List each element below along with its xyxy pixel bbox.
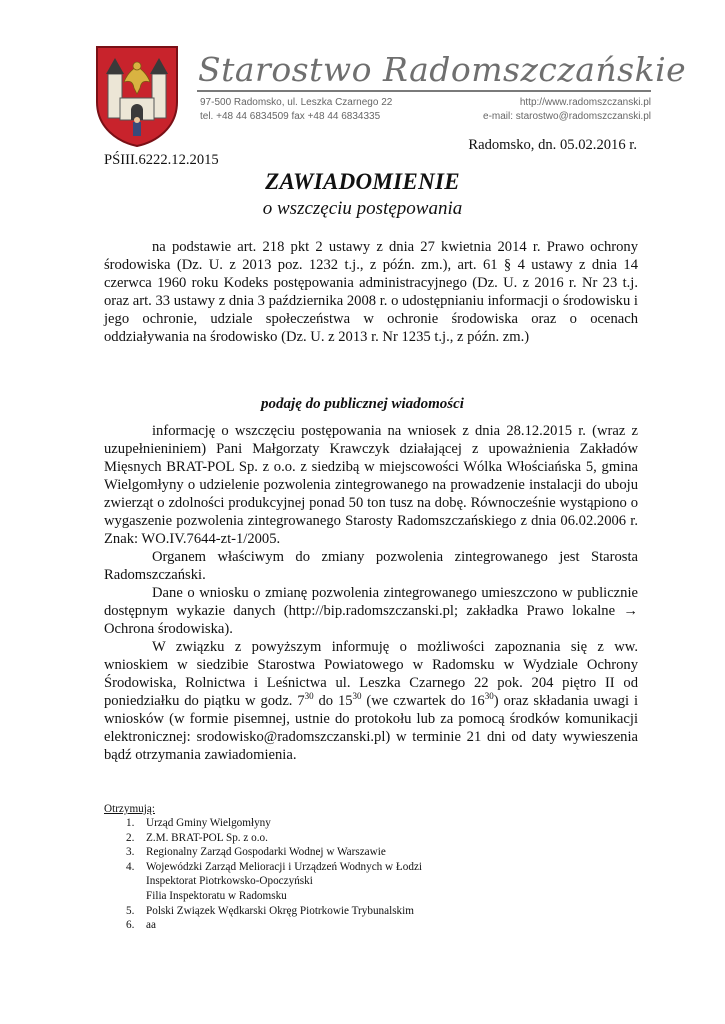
paragraph-public-register: Dane o wniosku o zmianę pozwolenia zintegrowanego umieszczono w publicznie dostępnym wykazie danych (http://bip.radomszczanski.pl; zakładka Prawo lokalne → Ochrona środowiska). xyxy=(104,585,638,637)
list-item-text: Inspektorat Piotrkowsko-Opoczyński xyxy=(146,875,313,888)
notice-body xyxy=(104,422,638,764)
list-item xyxy=(104,831,524,846)
declaration-heading: podaję do publicznej wiadomości xyxy=(261,396,464,412)
coat-of-arms-icon xyxy=(94,44,180,148)
time-sup-2: 30 xyxy=(352,691,362,702)
list-item xyxy=(104,904,524,919)
list-item xyxy=(104,889,524,904)
time-sup-3: 30 xyxy=(484,691,494,702)
recipients-list xyxy=(104,816,524,933)
recipients-label: Otrzymują: xyxy=(104,803,155,815)
consultation-text-c: (we czwartek do 16 xyxy=(361,693,485,709)
list-item xyxy=(104,845,524,860)
list-item xyxy=(104,918,524,933)
list-item-text: Polski Związek Wędkarski Okręg Piotrkowie Trybunalskim xyxy=(146,904,414,917)
consultation-text-b: do 15 xyxy=(313,693,353,709)
letterhead-divider xyxy=(197,90,651,92)
list-item-text: Wojewódzki Zarząd Melioracji i Urządzeń Wodnych w Łodzi xyxy=(146,860,423,873)
list-item-number xyxy=(104,889,146,904)
letterhead-address: 97-500 Radomsko, ul. Leszka Czarnego 22 xyxy=(200,97,393,108)
list-item-text: Regionalny Zarząd Gospodarki Wodnej w Warszawie xyxy=(146,846,386,859)
paragraph-consultation xyxy=(104,638,638,764)
consultation-text-a: W związku z powyższym informuję o możliwości zapoznania się z ww. wnioskiem w siedzibie Starostwa Powiatowego w Radomsku w Wydziale Ochrony Środowiska, Rolnictwa i Leśnictwa ul. Leszka Czarnego 22 pok. 204 piętro II od poniedziałku do piątku w godz. 7 xyxy=(104,639,638,709)
list-item xyxy=(104,816,524,831)
list-item-number: 1. xyxy=(126,817,135,829)
reference-number: PŚIII.6222.12.2015 xyxy=(104,152,219,168)
list-item-text: aa xyxy=(146,919,156,932)
list-item-number: 3. xyxy=(126,846,135,859)
list-item-number xyxy=(104,874,146,889)
document-date: Radomsko, dn. 05.02.2016 r. xyxy=(468,137,637,153)
list-item xyxy=(104,860,524,875)
letterhead-website: http://www.radomszczanski.pl xyxy=(519,97,651,108)
list-item xyxy=(104,874,524,889)
brand-name: Starostwo Radomszczańskie xyxy=(198,50,687,89)
time-sup-1: 30 xyxy=(304,691,314,702)
legal-basis-section xyxy=(104,238,638,346)
legal-basis-text: na podstawie art. 218 pkt 2 ustawy z dnia 27 kwietnia 2014 r. Prawo ochrony środowiska (Dz. U. z 2013 poz. 1232 t.j., z późn. zm.), art. 61 § 4 ustawy z dnia 14 czerwca 1960 roku Kodeks postępowania administracyjnego (Dz. U. z 2016 r. Nr 23 t.j. oraz art. 33 ustawy z dnia 3 października 2008 r. o udostępnianiu informacji o środowisku i jego ochronie, udziale społeczeństwa w ochronie środowiska oraz o ocenach oddziaływania na środowisko (Dz. U. z 2013 r. Nr 1235 t.j., z późn. zm.) xyxy=(104,239,638,345)
paragraph-application: informację o wszczęciu postępowania na wniosek z dnia 28.12.2015 r. (wraz z uzupełnieniniem) Pani Małgorzaty Krawczyk działającej z upoważnienia Zakładów Mięsnych BRAT-POL Sp. z o.o. z siedzibą w miejscowości Wólka Włościańska 5, gmina Wielgomłyny o udzielenie pozwolenia zintegrowanego na prowadzenie instalacji do uboju zwierząt o zdolności produkcyjnej ponad 50 ton tusz na dobę. Równocześnie wystąpiono o wygaszenie pozwolenia zintegrowanego Starosty Radomszczańskiego z dnia 06.02.2006 r. Znak: WO.IV.7644-zt-1/2005. xyxy=(104,423,638,547)
document-title: ZAWIADOMIENIE xyxy=(265,169,460,194)
list-item-text: Filia Inspektoratu w Radomsku xyxy=(146,889,287,902)
list-item-text: Urząd Gminy Wielgomłyny xyxy=(146,817,271,829)
letterhead-phone: tel. +48 44 6834509 fax +48 44 6834335 xyxy=(200,111,381,122)
list-item-number: 5. xyxy=(126,904,135,917)
list-item-number: 2. xyxy=(126,831,135,844)
list-item-number: 4. xyxy=(126,860,135,873)
list-item-text: Z.M. BRAT-POL Sp. z o.o. xyxy=(146,831,268,844)
list-item-number: 6. xyxy=(126,919,135,932)
paragraph-authority: Organem właściwym do zmiany pozwolenia zintegrowanego jest Starosta Radomszczański. xyxy=(104,549,638,583)
consultation-text-d: ) oraz składania uwagi i wniosków (w formie pisemnej, ustnie do protokołu lub za pomocą środków komunikacji elektronicznej: srodowisko@radomszczanski.pl) w terminie 21 dni od daty wywieszenia bądź otrzymania zawiadomienia. xyxy=(104,693,638,763)
document-subtitle: o wszczęciu postępowania xyxy=(262,198,463,219)
letterhead-email: e-mail: starostwo@radomszczanski.pl xyxy=(483,111,651,122)
